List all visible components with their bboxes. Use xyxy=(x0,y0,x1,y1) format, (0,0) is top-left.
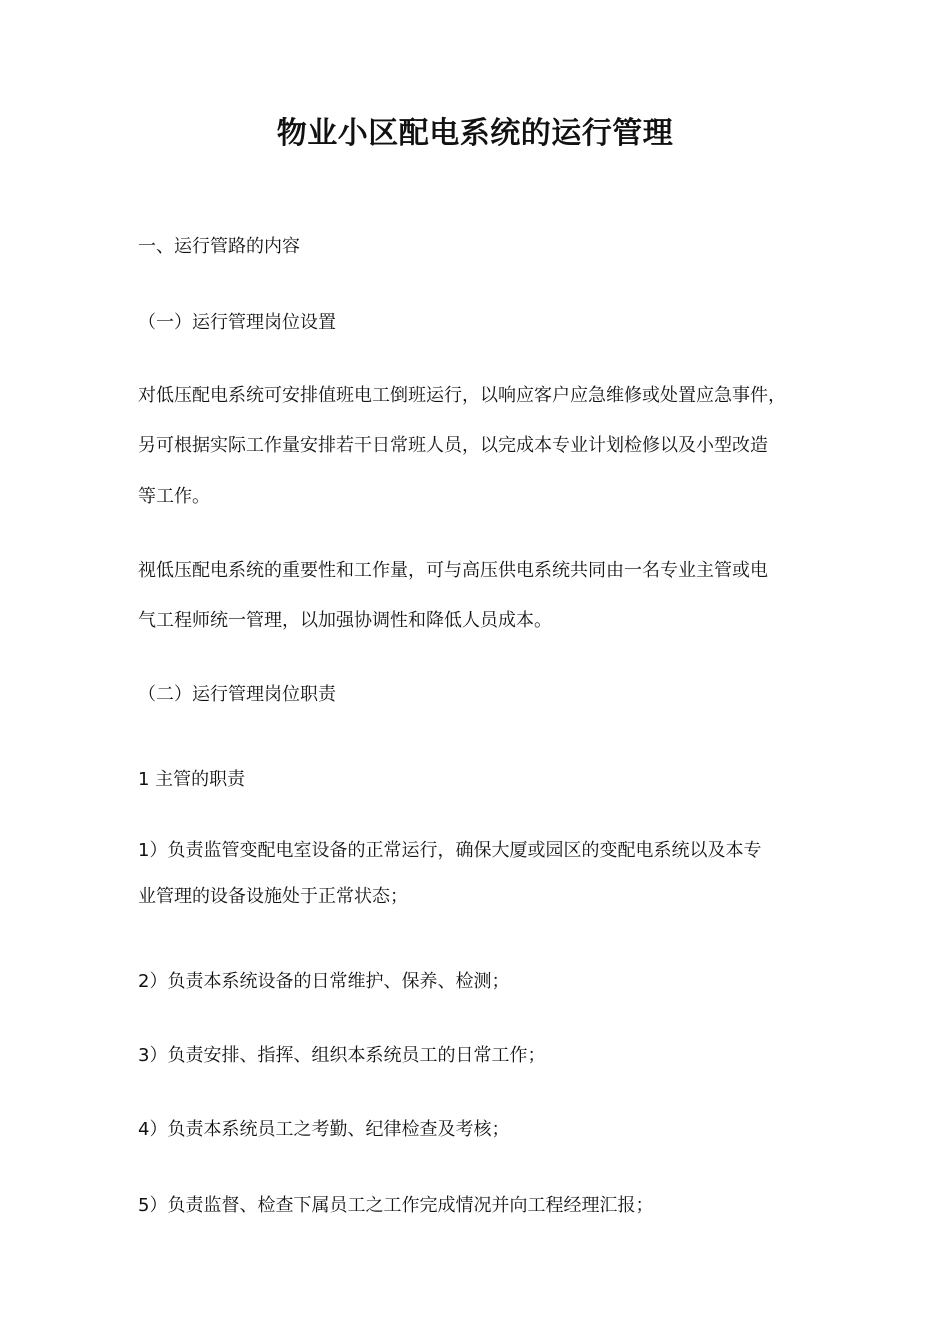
list-item: 5）负责监督、检查下属员工之工作完成情况并向工程经理汇报； xyxy=(138,1195,654,1216)
subsection-heading: （二）运行管理岗位职责 xyxy=(138,684,336,705)
subsection-heading: （一）运行管理岗位设置 xyxy=(138,312,336,333)
list-item: 3）负责安排、指挥、组织本系统员工的日常工作； xyxy=(138,1045,546,1066)
paragraph-line: 气工程师统一管理，以加强协调性和降低人员成本。 xyxy=(138,610,552,631)
section-heading: 一、运行管路的内容 xyxy=(138,236,300,257)
paragraph-line: 对低压配电系统可安排值班电工倒班运行，以响应客户应急维修或处置应急事件， xyxy=(138,385,786,406)
paragraph-line: 视低压配电系统的重要性和工作量，可与高压供电系统共同由一名专业主管或电 xyxy=(138,560,768,581)
paragraph-line: 另可根据实际工作量安排若干日常班人员，以完成本专业计划检修以及小型改造 xyxy=(138,435,768,456)
document-title: 物业小区配电系统的运行管理 xyxy=(276,116,674,151)
list-item: 1）负责监管变配电室设备的正常运行，确保大厦或园区的变配电系统以及本专 xyxy=(138,840,762,861)
paragraph-line: 等工作。 xyxy=(138,486,210,507)
list-item: 业管理的设备设施处于正常状态； xyxy=(138,886,408,907)
list-item: 2）负责本系统设备的日常维护、保养、检测； xyxy=(138,971,510,992)
list-item: 4）负责本系统员工之考勤、纪律检查及考核； xyxy=(138,1119,510,1140)
numbered-heading: 1 主管的职责 xyxy=(138,769,246,790)
